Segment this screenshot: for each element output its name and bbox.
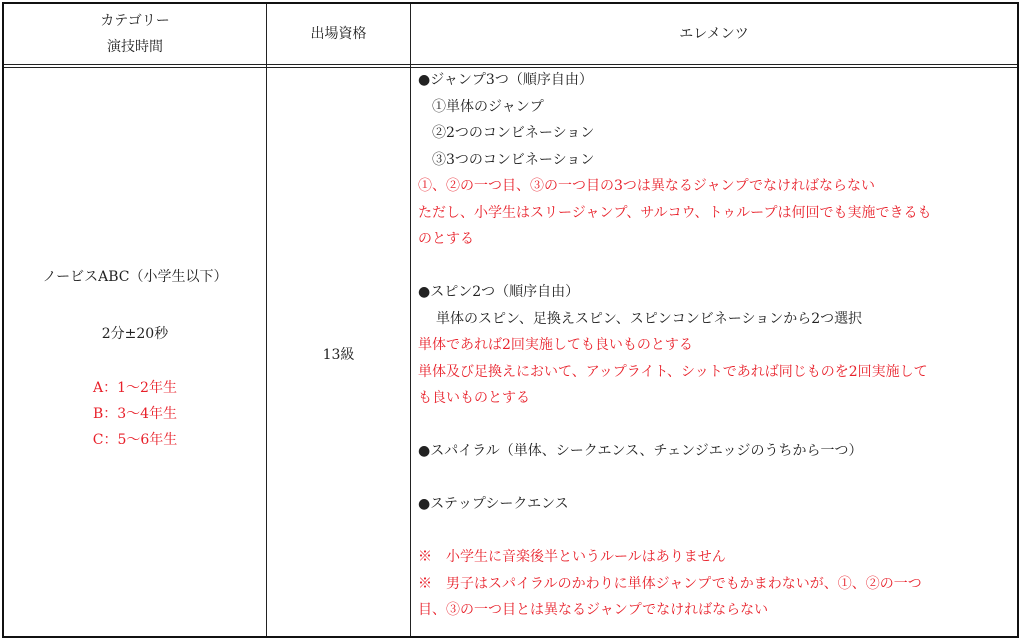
header-qualification-label: 出場資格 [310,26,367,42]
performance-time: 2分±20秒 [101,326,169,342]
jump-note-cont: のとする [418,231,474,247]
header-time-label: 演技時間 [107,39,163,55]
spin-note: 単体及び足換えにおいて、アップライト、シットであれば同じものを2回実施して [418,363,928,380]
grade-list [4,375,266,453]
step-item: ●ステップシークエンス [418,496,569,512]
jump-item: ②2つのコンビネーション [432,125,595,141]
grade-a: A：1〜2年生 [93,380,177,396]
header-elements [411,4,1017,64]
footnote-cont: 目、③の一つ目とは異なるジャンプでなければならない [418,602,769,618]
spin-note: 単体であれば2回実施しても良いものとする [418,337,693,353]
spiral-item: ●スパイラル（単体、シークエンス、チェンジエッジのうちから一つ） [418,443,863,459]
elements-cell [418,67,1008,624]
jump-item: ①単体のジャンプ [432,98,544,115]
jump-title: ●ジャンプ3つ（順序自由） [418,72,593,88]
footnote: ※ 小学生に音楽後半というルールはありません [418,549,726,565]
footnote: ※ 男子はスパイラルのかわりに単体ジャンプでもかまわないが、①、②の一つ [418,575,922,592]
category-cell [4,68,266,636]
category-name: ノービスABC（小学生以下） [42,269,228,285]
header-category-label: カテゴリー [100,13,170,29]
column-divider [266,4,267,636]
header-qualification [267,4,410,64]
header-elements-label: エレメンツ [679,26,749,42]
spin-title: ●スピン2つ（順序自由） [418,284,580,300]
header-category [4,4,266,64]
spin-description: 単体のスピン、足換えスピン、スピンコンビネーションから2つ選択 [436,310,863,327]
jump-note: ただし、小学生はスリージャンプ、サルコウ、トゥループは何回でも実施できるも [418,204,932,221]
qualification-cell: 13級 [322,347,355,363]
jump-item: ③3つのコンビネーション [432,151,595,168]
grade-b: B：3〜4年生 [92,406,178,422]
spin-note-cont: も良いものとする [418,390,530,406]
jump-note: ①、②の一つ目、③の一つ目の3つは異なるジャンプでなければならない [418,178,876,194]
column-divider [410,4,411,636]
grade-c: C：5〜6年生 [92,432,178,448]
